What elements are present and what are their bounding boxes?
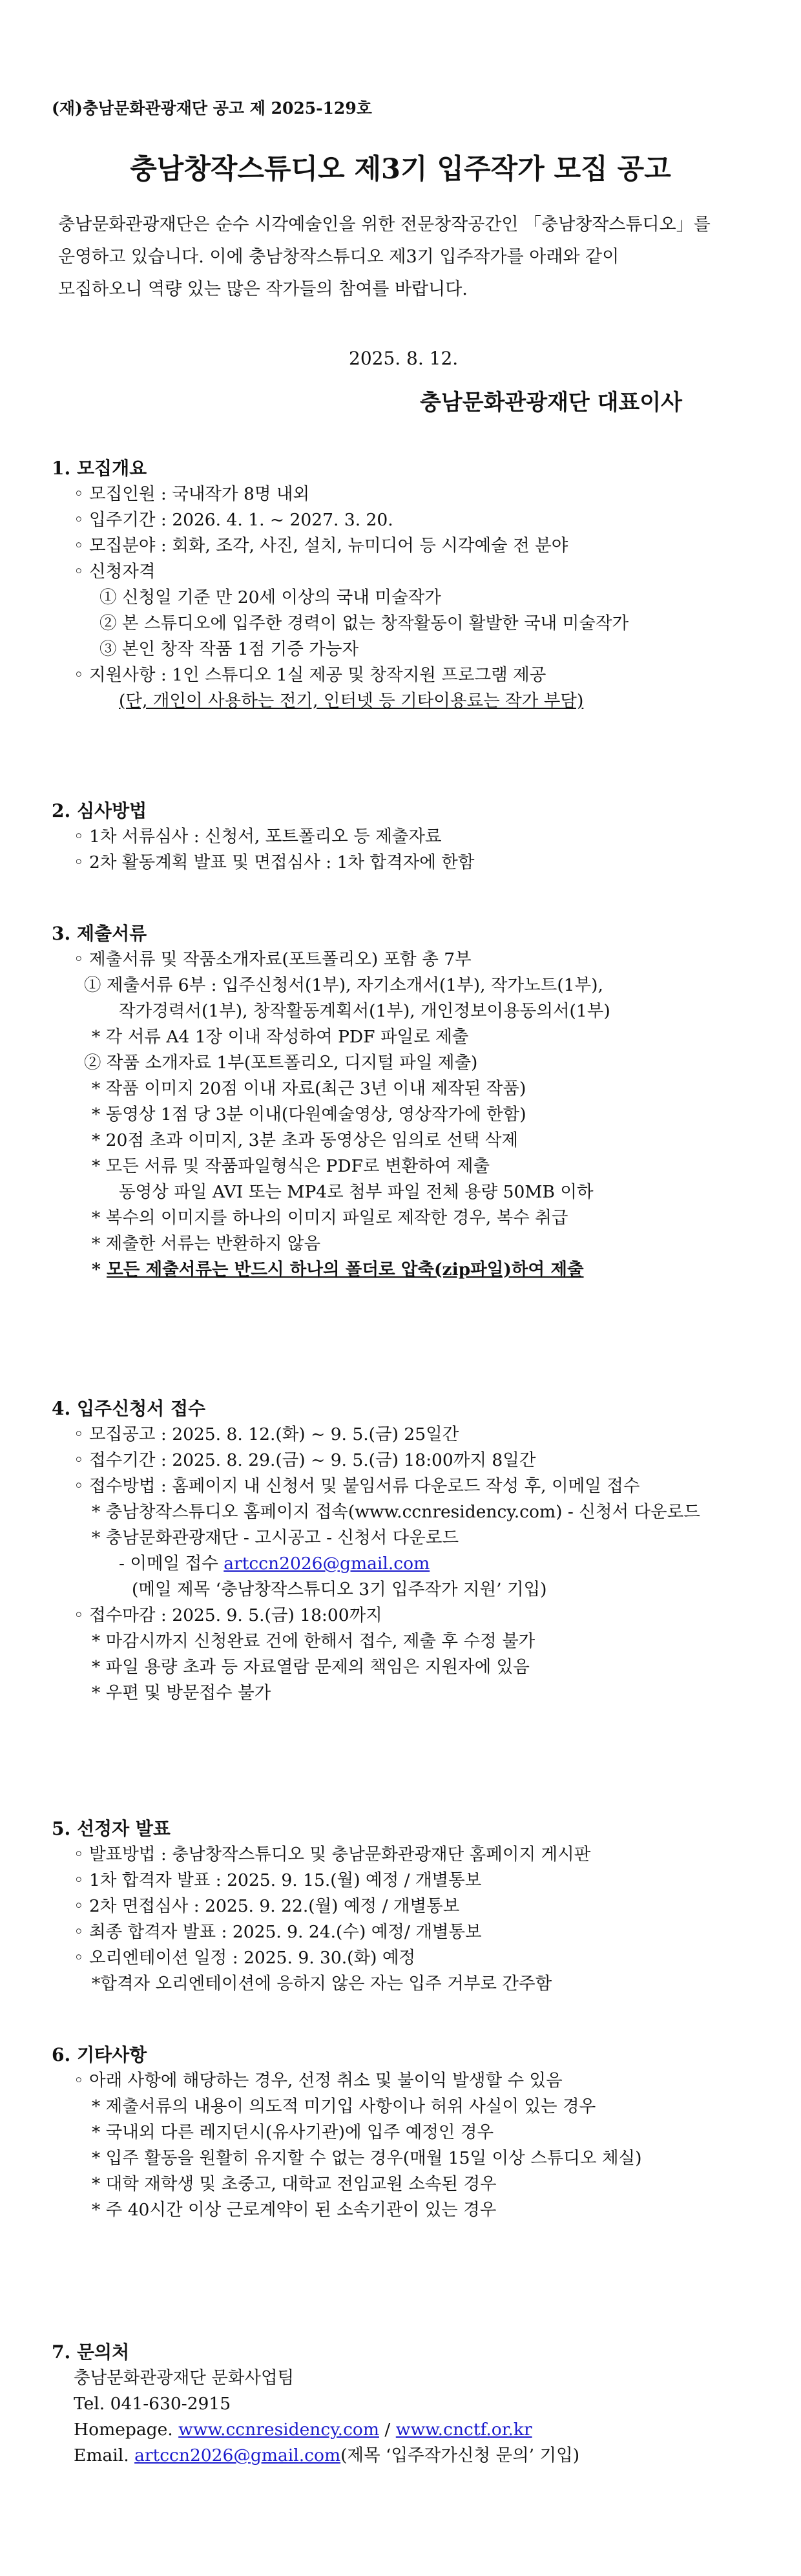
list-item: * 주 40시간 이상 근로계약이 된 소속기관이 있는 경우 <box>92 2200 497 2220</box>
section-announcement <box>52 1816 775 1997</box>
zip-submission-note: 모든 제출서류는 반드시 하나의 폴더로 압축(zip파일)하여 제출 <box>107 1260 584 1280</box>
list-item: ◦ 1차 합격자 발표 : 2025. 9. 15.(월) 예정 / 개별통보 <box>74 1870 482 1890</box>
section-title: 5. 선정자 발표 <box>52 1818 171 1839</box>
list-item: * 복수의 이미지를 하나의 이미지 파일로 제작한 경우, 복수 취급 <box>92 1208 568 1228</box>
list-item: ◦ 입주기간 : 2026. 4. 1. ~ 2027. 3. 20. <box>74 510 393 530</box>
contact-homepage: Homepage. www.ccnresidency.com / www.cnctf.or.kr <box>74 2420 532 2440</box>
list-item: (메일 제목 ‘충남창작스튜디오 3기 입주작가 지원’ 기입) <box>132 1579 547 1599</box>
intro-line-3: 모집하오니 역량 있는 많은 작가들의 참여를 바랍니다. <box>58 279 468 299</box>
section-overview <box>52 456 775 714</box>
list-item: ② 본 스튜디오에 입주한 경력이 없는 창작활동이 활발한 국내 미술작가 <box>99 613 629 633</box>
section-title: 6. 기타사항 <box>52 2044 147 2065</box>
list-item: * 파일 용량 초과 등 자료열람 문제의 책임은 지원자에 있음 <box>92 1657 530 1677</box>
section-title: 4. 입주신청서 접수 <box>52 1398 206 1419</box>
homepage-link-cnctf[interactable]: www.cnctf.or.kr <box>395 2420 532 2440</box>
application-email-link[interactable]: artccn2026@gmail.com <box>224 1554 430 1574</box>
list-item: * 모든 서류 및 작품파일형식은 PDF로 변환하여 제출 <box>92 1156 490 1176</box>
page-title: 충남창작스튜디오 제3기 입주작가 모집 공고 <box>130 153 671 185</box>
list-item: ◦ 발표방법 : 충남창작스튜디오 및 충남문화관광재단 홈페이지 게시판 <box>74 1844 591 1864</box>
list-item: * 제출한 서류는 반환하지 않음 <box>92 1234 321 1254</box>
section-documents <box>52 921 775 1283</box>
list-item: * 입주 활동을 원활히 유지할 수 없는 경우(매월 15일 이상 스튜디오 체실) <box>92 2148 642 2168</box>
list-item: 동영상 파일 AVI 또는 MP4로 첨부 파일 전체 용량 50MB 이하 <box>119 1182 594 1202</box>
list-item: ◦ 2차 면접심사 : 2025. 9. 22.(월) 예정 / 개별통보 <box>74 1896 460 1916</box>
list-item: * 국내외 다른 레지던시(유사기관)에 입주 예정인 경우 <box>92 2122 494 2142</box>
list-item: ① 신청일 기준 만 20세 이상의 국내 미술작가 <box>99 587 441 607</box>
support-note: (단, 개인이 사용하는 전기, 인터넷 등 기타이용료는 작가 부담) <box>119 691 584 711</box>
list-item: ◦ 제출서류 및 작품소개자료(포트폴리오) 포함 총 7부 <box>74 949 472 969</box>
list-item: * 충남문화관광재단 - 고시공고 - 신청서 다운로드 <box>92 1528 459 1548</box>
intro-line-1: 충남문화관광재단은 순수 시각예술인을 위한 전문창작공간인 「충남창작스튜디오」를 <box>58 215 711 235</box>
contact-email-link[interactable]: artccn2026@gmail.com <box>134 2445 341 2465</box>
list-item: * 20점 초과 이미지, 3분 초과 동영상은 임의로 선택 삭제 <box>92 1130 519 1150</box>
list-item: * 작품 이미지 20점 이내 자료(최근 3년 이내 제작된 작품) <box>92 1079 526 1099</box>
list-item: ③ 본인 창작 작품 1점 기증 가능자 <box>99 639 359 659</box>
list-item: ① 제출서류 6부 : 입주신청서(1부), 자기소개서(1부), 작가노트(1부), <box>84 975 603 995</box>
list-item: * 제출서류의 내용이 의도적 미기입 사항이나 허위 사실이 있는 경우 <box>92 2096 596 2117</box>
list-item: ◦ 접수기간 : 2025. 8. 29.(금) ~ 9. 5.(금) 18:00까지 8일간 <box>74 1450 536 1470</box>
section-title: 1. 모집개요 <box>52 458 147 479</box>
list-item: ◦ 모집인원 : 국내작가 8명 내외 <box>74 484 310 504</box>
list-item: 작가경력서(1부), 창작활동계획서(1부), 개인정보이용동의서(1부) <box>119 1001 610 1021</box>
section-contact <box>52 2339 775 2469</box>
list-item: ◦ 접수마감 : 2025. 9. 5.(금) 18:00까지 <box>74 1605 382 1625</box>
list-item: ◦ 지원사항 : 1인 스튜디오 1실 제공 및 창작지원 프로그램 제공 <box>74 665 546 685</box>
list-item: *합격자 오리엔테이션에 응하지 않은 자는 입주 거부로 간주함 <box>92 1974 552 1994</box>
list-item: - 이메일 접수 artccn2026@gmail.com <box>119 1554 430 1574</box>
list-item: ◦ 최종 합격자 발표 : 2025. 9. 24.(수) 예정/ 개별통보 <box>74 1922 482 1942</box>
list-item: ② 작품 소개자료 1부(포트폴리오, 디지털 파일 제출) <box>84 1053 478 1073</box>
section-title: 2. 심사방법 <box>52 800 147 821</box>
list-item: ◦ 모집분야 : 회화, 조각, 사진, 설치, 뉴미디어 등 시각예술 전 분야 <box>74 536 568 556</box>
list-item: * 동영상 1점 당 3분 이내(다원예술영상, 영상작가에 한함) <box>92 1104 526 1124</box>
list-item: * 대학 재학생 및 초중고, 대학교 전임교원 소속된 경우 <box>92 2174 497 2194</box>
notice-number: (재)충남문화관광재단 공고 제 2025-129호 <box>52 99 372 118</box>
homepage-link-residency[interactable]: www.ccnresidency.com <box>178 2420 379 2440</box>
section-etc <box>52 2042 775 2223</box>
list-item: * 마감시까지 신청완료 건에 한해서 접수, 제출 후 수정 불가 <box>92 1631 536 1651</box>
list-item: ◦ 접수방법 : 홈페이지 내 신청서 및 붙임서류 다운로드 작성 후, 이메일 접수 <box>74 1476 640 1496</box>
section-title: 3. 제출서류 <box>52 923 147 944</box>
list-item: ◦ 2차 활동계획 발표 및 면접심사 : 1차 합격자에 한함 <box>74 852 475 872</box>
intro-line-2: 운영하고 있습니다. 이에 충남창작스튜디오 제3기 입주작가를 아래와 같이 <box>58 247 619 267</box>
issuer: 충남문화관광재단 대표이사 <box>420 390 682 416</box>
list-item: ◦ 1차 서류심사 : 신청서, 포트폴리오 등 제출자료 <box>74 827 442 847</box>
contact-org: 충남문화관광재단 문화사업팀 <box>74 2368 295 2388</box>
list-item: ◦ 모집공고 : 2025. 8. 12.(화) ~ 9. 5.(금) 25일간 <box>74 1424 459 1444</box>
section-review <box>52 798 775 876</box>
contact-tel: Tel. 041-630-2915 <box>74 2394 231 2414</box>
list-item: ◦ 아래 사항에 해당하는 경우, 선정 취소 및 불이익 발생할 수 있음 <box>74 2071 563 2091</box>
list-item: * 각 서류 A4 1장 이내 작성하여 PDF 파일로 제출 <box>92 1027 469 1047</box>
section-title: 7. 문의처 <box>52 2341 130 2363</box>
contact-email: Email. artccn2026@gmail.com(제목 ‘입주작가신청 문의’ 기입) <box>74 2445 580 2465</box>
list-item: * 충남창작스튜디오 홈페이지 접속(www.ccnresidency.com) - 신청서 다운로드 <box>92 1502 700 1522</box>
list-item: ◦ 오리엔테이션 일정 : 2025. 9. 30.(화) 예정 <box>74 1948 416 1968</box>
list-item: ◦ 신청자격 <box>74 562 156 582</box>
notice-date: 2025. 8. 12. <box>349 348 459 369</box>
list-item: * 모든 제출서류는 반드시 하나의 폴더로 압축(zip파일)하여 제출 <box>92 1260 584 1280</box>
list-item: * 우편 및 방문접수 불가 <box>92 1683 271 1703</box>
section-application <box>52 1396 775 1706</box>
